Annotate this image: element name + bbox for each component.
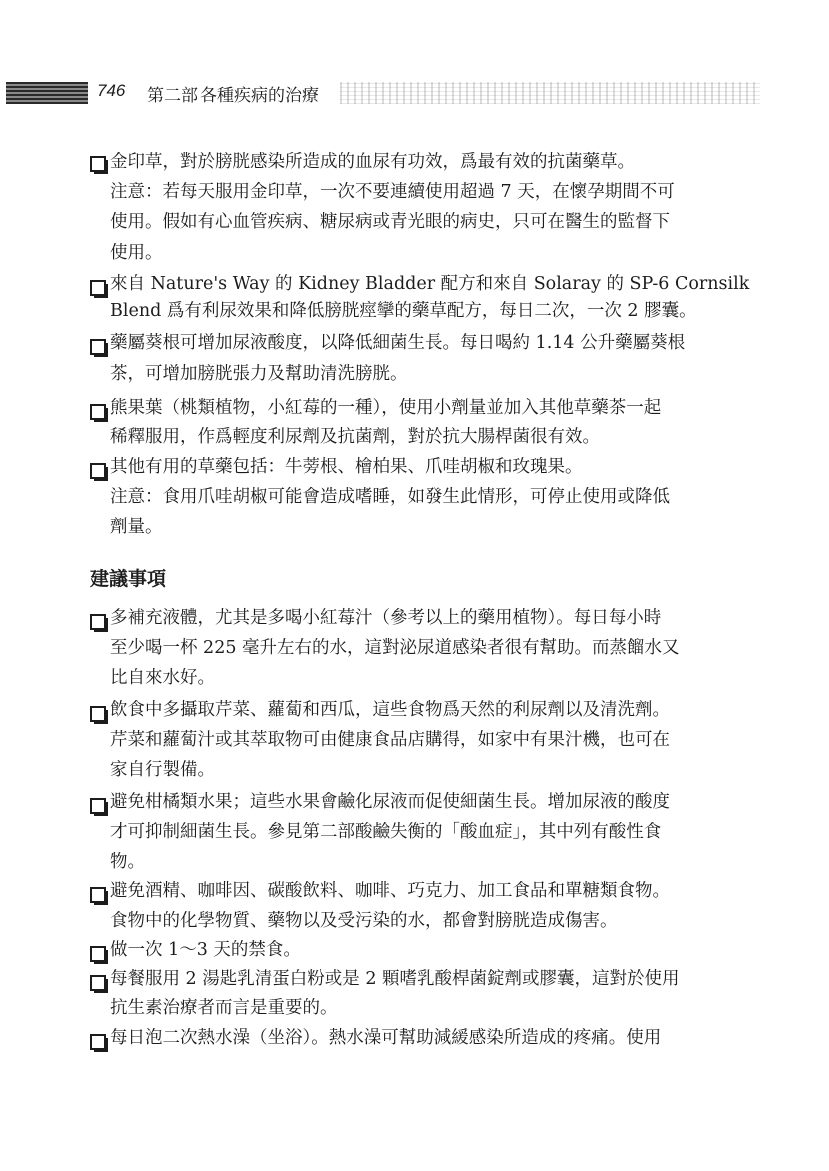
page-number: 746 (97, 81, 126, 100)
section-title: 建議事項 (90, 568, 167, 590)
list-item-text: 使用。假如有心血管疾病、糖尿病或青光眼的病史，只可在醫生的監督下 (110, 212, 670, 232)
list-item-text: 注意：食用爪哇胡椒可能會造成嗜睡，如發生此情形，可停止使用或降低 (110, 487, 670, 507)
list-item-text: 至少喝一杯 225 毫升左右的水，這對泌尿道感染者很有幫助。而蒸餾水又 (110, 638, 680, 658)
list-item-text: 芹菜和蘿蔔汁或其萃取物可由健康食品店購得，如家中有果汁機，也可在 (110, 730, 670, 750)
list-item-text: 劑量。 (110, 517, 163, 537)
list-item-text: 其他有用的草藥包括：牛蒡根、檜柏果、爪哇胡椒和玫瑰果。 (110, 457, 583, 477)
checkbox-icon (90, 887, 106, 903)
checkbox-icon (90, 280, 106, 296)
list-item-text: 抗生素治療者而言是重要的。 (110, 998, 338, 1018)
list-item-text: 每日泡二次熱水澡（坐浴）。熱水澡可幫助減緩感染所造成的疼痛。使用 (110, 1028, 662, 1048)
list-item-text: 物。 (110, 852, 145, 872)
checkbox-icon (90, 706, 106, 722)
list-item-text: 做一次 1～3 天的禁食。 (110, 940, 301, 960)
checkbox-icon (90, 463, 106, 479)
chapter-title: 各種疾病的治療 (200, 86, 319, 106)
list-item-text: 注意：若每天服用金印草，一次不要連續使用超過 7 天，在懷孕期間不可 (110, 182, 675, 202)
list-item-text: 使用。 (110, 243, 163, 263)
checkbox-icon (90, 156, 106, 172)
list-item-text: 避免柑橘類水果；這些水果會鹼化尿液而促使細菌生長。增加尿液的酸度 (110, 792, 670, 812)
checkbox-icon (90, 798, 106, 814)
list-item-text: 來自 Nature's Way 的 Kidney Bladder 配方和來自 Solaray 的 SP-6 Cornsilk (110, 274, 750, 294)
list-item-text: Blend 爲有利尿效果和降低膀胱痙攣的藥草配方，每日二次，一次 2 膠囊。 (110, 301, 697, 321)
list-item-text: 熊果葉（桃類植物，小紅莓的一種），使用小劑量並加入其他草藥茶一起 (110, 398, 662, 418)
list-item-text: 食物中的化學物質、藥物以及受污染的水，都會對膀胱造成傷害。 (110, 911, 618, 931)
list-item-text: 才可抑制細菌生長。參見第二部酸鹼失衡的「酸血症」，其中列有酸性食 (110, 822, 662, 842)
part-label: 第二部 (147, 86, 198, 106)
list-item-text: 飲食中多攝取芹菜、蘿蔔和西瓜，這些食物爲天然的利尿劑以及清洗劑。 (110, 700, 670, 720)
checkbox-icon (90, 946, 106, 962)
checkbox-icon (90, 975, 106, 991)
list-item-text: 藥屬葵根可增加尿液酸度，以降低細菌生長。每日喝約 1.14 公升藥屬葵根 (110, 333, 686, 353)
list-item-text: 多補充液體，尤其是多喝小紅莓汁（參考以上的藥用植物）。每日每小時 (110, 608, 662, 628)
checkbox-icon (90, 614, 106, 630)
list-item-text: 金印草，對於膀胱感染所造成的血尿有功效，爲最有效的抗菌藥草。 (110, 152, 635, 172)
list-item-text: 每餐服用 2 湯匙乳清蛋白粉或是 2 顆嗜乳酸桿菌錠劑或膠囊，這對於使用 (110, 969, 680, 989)
list-item-text: 稀釋服用，作爲輕度利尿劑及抗菌劑，對於抗大腸桿菌很有效。 (110, 427, 600, 447)
list-item-text: 比自來水好。 (110, 668, 215, 688)
list-item-text: 茶，可增加膀胱張力及幫助清洗膀胱。 (110, 364, 408, 384)
checkbox-icon (90, 1034, 106, 1050)
checkbox-icon (90, 404, 106, 420)
list-item-text: 避免酒精、咖啡因、碳酸飲料、咖啡、巧克力、加工食品和單糖類食物。 (110, 881, 670, 901)
checkbox-icon (90, 339, 106, 355)
list-item-text: 家自行製備。 (110, 760, 215, 780)
